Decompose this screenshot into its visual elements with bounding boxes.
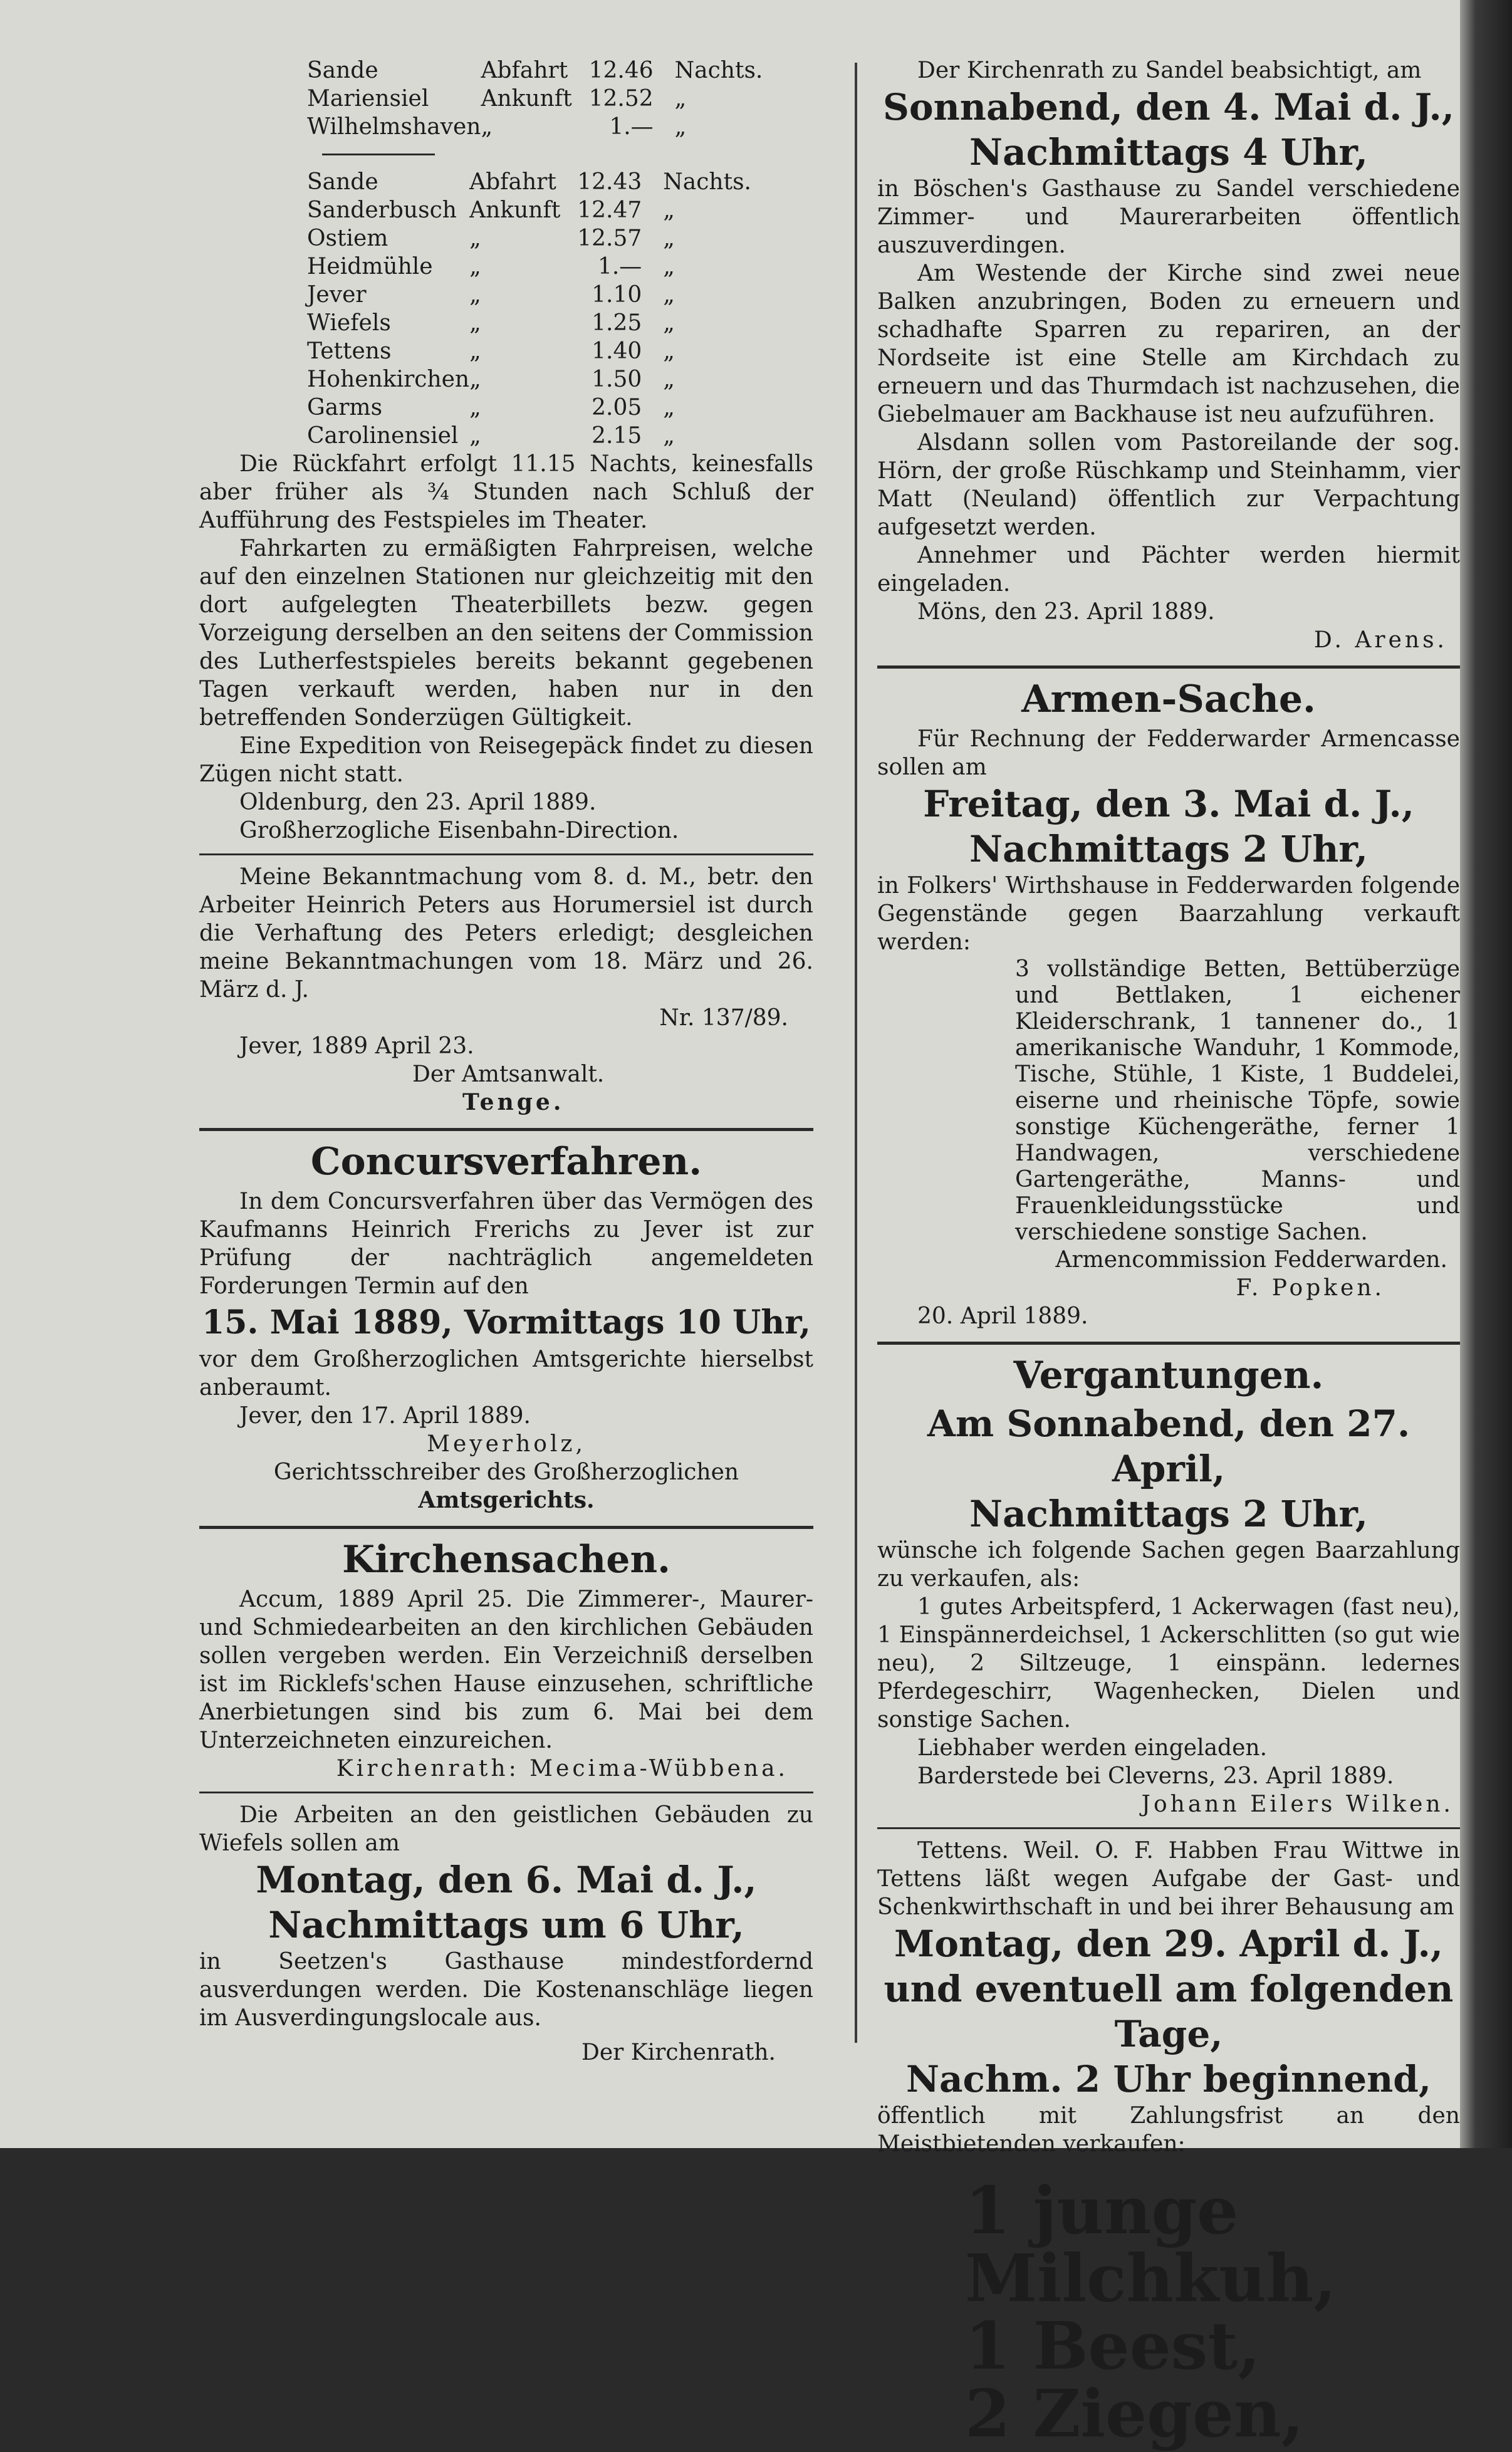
kirchen-wiefels-date: Montag, den 6. Mai d. J., bbox=[256, 1859, 757, 1901]
timetable-separator bbox=[322, 154, 435, 155]
vergantungen-time: Nachmittags 2 Uhr, bbox=[969, 1493, 1368, 1535]
concurs-heading: Concursverfahren. bbox=[310, 1140, 702, 1184]
timetable-row bbox=[307, 168, 751, 196]
sandel-place-date: Möns, den 23. April 1889. bbox=[917, 599, 1215, 625]
armen-notice bbox=[877, 676, 1460, 1330]
timetable-unit: „ bbox=[663, 282, 675, 308]
kirchen-accum-signature: Kirchenrath: Mecima-Wübbena. bbox=[336, 1756, 788, 1782]
timetable-kind: Abfahrt bbox=[469, 169, 556, 195]
amtsanwalt-notice bbox=[199, 863, 813, 1117]
timetable-row bbox=[307, 224, 751, 253]
timetable-time: 12.43 bbox=[577, 169, 642, 195]
timetable-time: 2.05 bbox=[592, 395, 642, 420]
sandel-time: Nachmittags 4 Uhr, bbox=[969, 131, 1368, 174]
rail-notice-return: Die Rückfahrt erfolgt 11.15 Nachts, keinesfalls aber früher als ¾ Stunden nach Schluß der Aufführung des Festspieles im Theater. bbox=[199, 451, 813, 533]
timetable-kind: „ bbox=[469, 254, 481, 279]
rail-notice-luggage: Eine Expedition von Reisegepäck findet zu diesen Zügen nicht statt. bbox=[199, 733, 813, 787]
timetable-time: 12.46 bbox=[588, 58, 654, 83]
timetable-kind: „ bbox=[469, 367, 481, 392]
timetable-time: 1.— bbox=[597, 254, 642, 279]
sandel-text-3: Alsdann sollen vom Pastoreilande der sog. Hörn, der große Rüschkamp und Steinhamm, vier Matt (Neuland) öffentlich zur Verpachtung aufgesetzt werden. bbox=[877, 430, 1460, 540]
kirchen-wiefels-time: Nachmittags um 6 Uhr, bbox=[268, 1904, 744, 1946]
timetable-unit: „ bbox=[663, 338, 675, 364]
armen-signature: Armencommission Fedderwarden. bbox=[1055, 1247, 1447, 1273]
timetable-station: Jever bbox=[307, 282, 367, 308]
sandel-text-2: Am Westende der Kirche sind zwei neue Balken anzubringen, Boden zu erneuern und schadhafte Sparren zu repariren, an der Nordseite ist eine Stelle am Kirchdach zu erneuern und das Thurmdach ist nachzusehen, die Giebelmauer am Backhause ist neu aufzuführen. bbox=[877, 261, 1460, 427]
timetable-kind: „ bbox=[469, 423, 481, 449]
armen-date: Freitag, den 3. Mai d. J., bbox=[923, 783, 1414, 825]
amtsanwalt-text: Meine Bekanntmachung vom 8. d. M., betr. den Arbeiter Heinrich Peters aus Horumersiel ist durch die Verhaftung des Peters erledigt; desgleichen meine Bekanntmachungen vom 18. März und 26. März d. J. bbox=[199, 864, 813, 1003]
timetable-kind: Abfahrt bbox=[481, 58, 568, 83]
timetable-kind: Ankunft bbox=[469, 197, 561, 223]
timetable-row bbox=[307, 394, 751, 422]
concurs-title-2: Amtsgerichts. bbox=[418, 1487, 595, 1513]
sandel-notice bbox=[877, 56, 1460, 654]
concurs-text: In dem Concursverfahren über das Vermögen des Kaufmanns Heinrich Frerichs zu Jever ist zur Prüfung der nachträglich angemeldeten Forderungen Termin auf den bbox=[199, 1189, 813, 1299]
concurs-place-date: Jever, den 17. April 1889. bbox=[239, 1403, 531, 1429]
tettens-items bbox=[965, 2172, 1460, 2452]
concurs-notice bbox=[199, 1139, 813, 1515]
armen-date-signed: 20. April 1889. bbox=[917, 1303, 1088, 1329]
timetable-unit: „ bbox=[663, 367, 675, 392]
tettens-text: öffentlich mit Zahlungsfrist an den Meistbietenden verkaufen: bbox=[877, 2103, 1460, 2157]
column-divider bbox=[855, 63, 857, 2043]
vergantungen-heading: Vergantungen. bbox=[1013, 1354, 1324, 1397]
timetable-unit: „ bbox=[663, 423, 675, 449]
timetable-station: Sanderbusch bbox=[307, 197, 457, 223]
tettens-item-1: 1 junge Milchkuh, bbox=[965, 2172, 1337, 2317]
vergantungen-invite: Liebhaber werden eingeladen. bbox=[917, 1735, 1268, 1761]
divider bbox=[877, 1342, 1460, 1345]
timetable-station: Sande bbox=[307, 169, 378, 195]
timetable-unit: Nachts. bbox=[663, 169, 751, 195]
timetable-kind: Ankunft bbox=[481, 86, 572, 112]
timetable-kind: „ bbox=[469, 338, 481, 364]
rail-notice-tickets: Fahrkarten zu ermäßigten Fahrpreisen, welche auf den einzelnen Stationen nur gleichzeitig mit den dort aufgelegten Theaterbillets bezw. gegen Vorzeigung derselben an den seitens der Commission des Lutherfestspieles bereits bekannt gegebenen Tagen verkauft werden, haben nur in den betreffenden Sonderzügen Gültigkeit. bbox=[199, 536, 813, 731]
timetable-row bbox=[307, 309, 751, 337]
divider bbox=[199, 1526, 813, 1529]
concurs-name: Meyerholz, bbox=[427, 1431, 586, 1457]
timetable-group-1 bbox=[307, 56, 763, 141]
timetable-station: Wilhelmshaven bbox=[307, 114, 481, 140]
page-edge-shadow bbox=[1460, 0, 1512, 2148]
kirchen-wiefels-signature: Der Kirchenrath. bbox=[581, 2040, 776, 2065]
concurs-title-1: Gerichtsschreiber des Großherzoglichen bbox=[273, 1459, 739, 1485]
divider bbox=[199, 1128, 813, 1131]
timetable-unit: „ bbox=[663, 310, 675, 336]
timetable-time: 1.40 bbox=[592, 338, 642, 364]
timetable-row bbox=[307, 253, 751, 281]
timetable-station: Hohenkirchen bbox=[307, 367, 470, 392]
timetable-unit: „ bbox=[663, 197, 675, 223]
tettens-notice bbox=[877, 1837, 1460, 2452]
vergantungen-notice bbox=[877, 1352, 1460, 1818]
timetable-row bbox=[307, 56, 763, 85]
concurs-text-2: vor dem Großherzoglichen Amtsgerichte hierselbst anberaumt. bbox=[199, 1347, 813, 1401]
sandel-text-1: in Böschen's Gasthause zu Sandel verschiedene Zimmer- und Maurerarbeiten öffentlich auszuverdingen. bbox=[877, 176, 1460, 258]
rail-notice bbox=[199, 450, 813, 845]
left-column bbox=[199, 56, 813, 2067]
timetable-unit: Nachts. bbox=[674, 58, 763, 83]
timetable-unit: „ bbox=[674, 114, 687, 140]
timetable-kind: „ bbox=[469, 226, 481, 251]
timetable-kind: „ bbox=[469, 395, 481, 420]
timetable-station: Wiefels bbox=[307, 310, 391, 336]
timetable-unit: „ bbox=[663, 395, 675, 420]
armen-items bbox=[1015, 956, 1460, 1246]
amtsanwalt-name: Tenge. bbox=[462, 1089, 565, 1115]
timetable-row bbox=[307, 365, 751, 394]
vergantungen-items: 1 gutes Arbeitspferd, 1 Ackerwagen (fast neu), 1 Einspännerdeichsel, 1 Ackerschlitten (so gut wie neu), 2 Siltzeuge, 1 einspänn. ledernes Pferdegeschirr, Wagenhecken, Dielen und sonstige Sachen. bbox=[877, 1594, 1460, 1733]
timetable-row bbox=[307, 281, 751, 309]
divider bbox=[199, 853, 813, 855]
timetable-unit: „ bbox=[674, 86, 687, 112]
timetable-station: Mariensiel bbox=[307, 86, 429, 112]
rail-notice-signature: Großherzogliche Eisenbahn-Direction. bbox=[239, 818, 679, 843]
amtsanwalt-place-date: Jever, 1889 April 23. bbox=[239, 1033, 474, 1059]
timetable-time: 12.57 bbox=[577, 226, 642, 251]
divider bbox=[877, 1827, 1460, 1829]
vergantungen-text-1: wünsche ich folgende Sachen gegen Baarzahlung zu verkaufen, als: bbox=[877, 1538, 1460, 1592]
timetable-time: 1.50 bbox=[592, 367, 642, 392]
timetable-time: 2.15 bbox=[592, 423, 642, 449]
sandel-intro: Der Kirchenrath zu Sandel beabsichtigt, am bbox=[917, 58, 1422, 83]
timetable-station: Carolinensiel bbox=[307, 423, 459, 449]
vergantungen-place-date: Barderstede bei Cleverns, 23. April 1889. bbox=[917, 1763, 1394, 1789]
armen-text-1: Für Rechnung der Fedderwarder Armencasse sollen am bbox=[877, 726, 1460, 780]
timetable-station: Heidmühle bbox=[307, 254, 433, 279]
divider bbox=[199, 1792, 813, 1793]
timetable-time: 1.— bbox=[609, 114, 654, 140]
armen-name: F. Popken. bbox=[1236, 1275, 1385, 1301]
timetable-time: 1.25 bbox=[592, 310, 642, 336]
vergantungen-date: Am Sonnabend, den 27. April, bbox=[927, 1402, 1410, 1490]
timetable-row bbox=[307, 113, 763, 141]
amtsanwalt-title: Der Amtsanwalt. bbox=[412, 1062, 605, 1087]
sandel-text-4: Annehmer und Pächter werden hiermit eingeladen. bbox=[877, 543, 1460, 597]
armen-heading: Armen-Sache. bbox=[1021, 677, 1316, 721]
armen-items-text: 3 vollständige Betten, Bettüberzüge und Bettlaken, 1 eichener Kleiderschrank, 1 tannener do., 1 amerikanische Wanduhr, 1 Kommode, Tische, Stühle, 1 Kiste, 1 Buddelei, eiserne und rheinische Töpfe, sowie sonstige Küchengeräthe, ferner 1 Handwagen, verschiedene Gartengeräthe, Manns- und Frauenkleidungsstücke und verschiedene sonstige Sachen. bbox=[1015, 956, 1460, 1245]
tettens-item-2: 1 Beest, bbox=[965, 2307, 1261, 2384]
timetable-station: Garms bbox=[307, 395, 383, 420]
kirchen-accum-text: Accum, 1889 April 25. Die Zimmerer-, Maurer- und Schmiedearbeiten an den kirchlichen Gebäuden sollen vergeben werden. Ein Verzeichniß derselben ist im Ricklefs'schen Hause einzusehen, schriftliche Anerbietungen sind bis zum 6. Mai bei dem Unterzeichneten einzureichen. bbox=[199, 1587, 813, 1753]
sandel-name: D. Arens. bbox=[1313, 627, 1447, 653]
kirchen-notice bbox=[199, 1536, 813, 2067]
timetable-station: Ostiem bbox=[307, 226, 388, 251]
tettens-date: Montag, den 29. April d. J., bbox=[894, 1922, 1443, 1965]
timetable-kind: „ bbox=[469, 310, 481, 336]
divider bbox=[877, 665, 1460, 669]
timetable-unit: „ bbox=[663, 226, 675, 251]
rail-notice-place-date: Oldenburg, den 23. April 1889. bbox=[239, 790, 597, 815]
sandel-date: Sonnabend, den 4. Mai d. J., bbox=[883, 86, 1454, 128]
timetable-station: Sande bbox=[307, 58, 378, 83]
kirchen-wiefels-text-2: in Seetzen's Gasthause mindestfordernd ausverdungen werden. Die Kostenanschläge liegen im Ausverdingungslocale aus. bbox=[199, 1949, 813, 2031]
amtsanwalt-number: Nr. 137/89. bbox=[659, 1005, 788, 1031]
armen-time: Nachmittags 2 Uhr, bbox=[969, 828, 1368, 870]
tettens-date-2: und eventuell am folgenden Tage, bbox=[884, 1968, 1454, 2055]
timetable-time: 1.10 bbox=[592, 282, 642, 308]
timetable-group-2 bbox=[307, 168, 751, 450]
timetable-row bbox=[307, 196, 751, 224]
tettens-time: Nachm. 2 Uhr beginnend, bbox=[905, 2058, 1432, 2100]
vergantungen-name: Johann Eilers Wilken. bbox=[1141, 1792, 1454, 1817]
timetable-row bbox=[307, 422, 751, 450]
timetable-time: 12.52 bbox=[588, 86, 654, 112]
tettens-intro: Tettens. Weil. O. F. Habben Frau Wittwe in Tettens läßt wegen Aufgabe der Gast- und Schenkwirthschaft in und bei ihrer Behausung am bbox=[877, 1838, 1460, 1920]
kirchen-wiefels-text: Die Arbeiten an den geistlichen Gebäuden zu Wiefels sollen am bbox=[199, 1802, 813, 1856]
right-column bbox=[877, 56, 1460, 2452]
kirchen-heading: Kirchensachen. bbox=[342, 1538, 670, 1582]
timetable-row bbox=[307, 337, 751, 365]
timetable-time: 12.47 bbox=[577, 197, 642, 223]
tettens-item-3: 2 Ziegen, bbox=[965, 2375, 1304, 2452]
timetable-station: Tettens bbox=[307, 338, 392, 364]
concurs-date: 15. Mai 1889, Vormittags 10 Uhr, bbox=[202, 1303, 811, 1342]
timetable-kind: „ bbox=[469, 282, 481, 308]
timetable-row bbox=[307, 85, 763, 113]
armen-text-2: in Folkers' Wirthshause in Fedderwarden folgende Gegenstände gegen Baarzahlung verkauft werden: bbox=[877, 873, 1460, 955]
timetable-kind: „ bbox=[481, 114, 493, 140]
timetable-unit: „ bbox=[663, 254, 675, 279]
